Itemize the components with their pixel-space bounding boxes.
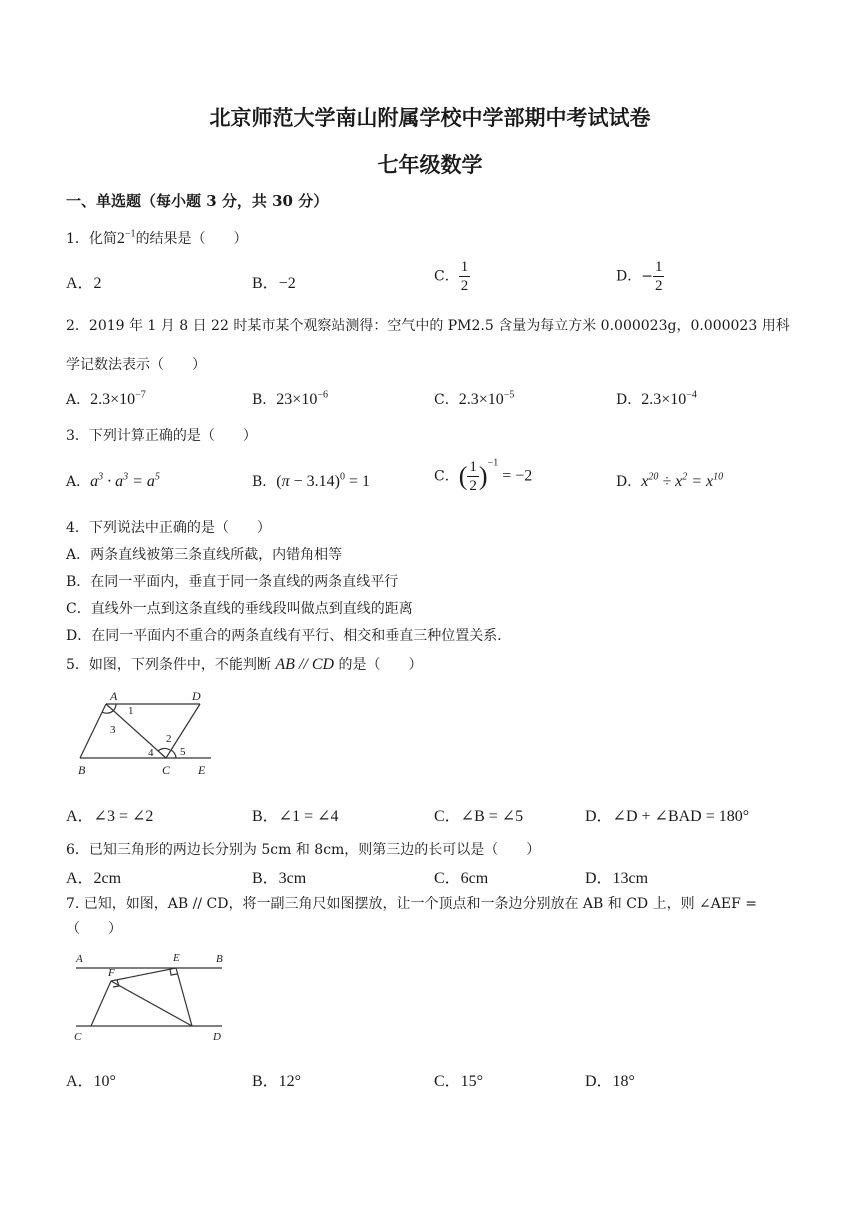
q3-option-d[interactable]: D．$x^{20} \div x^2 = x^{10}$: [616, 471, 724, 490]
q4-option-c[interactable]: C．直线外一点到这条直线的垂线段叫做点到直线的距离: [66, 601, 413, 617]
angle-3-arc: [102, 711, 113, 713]
figure-q5-parallelogram: [66, 688, 226, 780]
label-b: B: [216, 953, 223, 965]
q2-option-d[interactable]: D．$2.3\times 10^{-4}$: [616, 389, 697, 408]
label-c: C: [162, 763, 171, 777]
q2-option-b[interactable]: B．$23\times 10^{-6}$: [252, 389, 328, 408]
page-subtitle: 七年级数学: [377, 152, 483, 177]
q3-option-a[interactable]: A．$a^3 \cdot a^3 = a^5$: [66, 471, 160, 490]
angle-1-arc: [113, 704, 116, 711]
q3-option-c[interactable]: C．( $\frac{1}{2}$ )$^{-1}$ = −2: [434, 458, 533, 494]
label-d: D: [213, 1031, 221, 1043]
label-e: E: [198, 763, 206, 777]
label-e: E: [173, 952, 180, 964]
line-fc: [91, 981, 111, 1026]
label-angle-4: 4: [148, 747, 154, 759]
q7-option-b[interactable]: B．12°: [252, 1073, 302, 1090]
q7-option-c[interactable]: C．15°: [434, 1073, 484, 1090]
line-fe: [111, 968, 176, 981]
label-d: D: [192, 689, 201, 703]
label-angle-2: 2: [166, 733, 172, 745]
question-1-stem: 1．化简$2^{-1}$的结果是（ ）: [66, 228, 248, 247]
q4-option-d[interactable]: D．在同一平面内不重合的两条直线有平行、相交和垂直三种位置关系．: [66, 628, 512, 644]
q7-option-d[interactable]: D．18°: [585, 1073, 635, 1090]
line-ed: [176, 968, 192, 1026]
question-6-stem: 6．已知三角形的两边长分别为 5cm 和 8cm，则第三边的长可以是（ ）: [66, 842, 541, 858]
page-title: 北京师范大学南山附属学校中学部期中考试试卷: [209, 105, 651, 130]
angle-5-arc: [171, 750, 176, 758]
q6-option-b[interactable]: B．3cm: [252, 870, 307, 887]
angle-4-arc: [158, 748, 170, 751]
q4-option-b[interactable]: B．在同一平面内，垂直于同一条直线的两条直线平行: [66, 574, 399, 590]
q3-option-b[interactable]: B．$(\pi - 3.14)^0 = 1$: [252, 471, 371, 490]
q1-option-d[interactable]: D．− $\frac{1}{2}$: [616, 259, 663, 294]
label-a: A: [76, 953, 83, 965]
label-angle-5: 5: [180, 746, 186, 758]
label-b: B: [78, 763, 86, 777]
label-c: C: [74, 1031, 82, 1043]
q5-option-d[interactable]: D．∠D + ∠BAD = 180°: [585, 808, 750, 825]
q6-option-c[interactable]: C．6cm: [434, 870, 489, 887]
q2-option-c[interactable]: C．$2.3\times 10^{-5}$: [434, 389, 515, 408]
section-heading: 一、单选题（每小题 3 分，共 30 分）: [66, 192, 329, 210]
q7-option-a[interactable]: A．10°: [66, 1073, 116, 1090]
question-3-stem: 3．下列计算正确的是（ ）: [66, 428, 257, 444]
label-f: F: [108, 967, 115, 979]
question-7-line1: 7. 已知，如图，AB // CD，将一副三角尺如图摆放，让一个顶点和一条边分别放在 AB 和 CD 上，则 ∠AEF =: [66, 896, 758, 912]
q5-option-c[interactable]: C．∠B = ∠5: [434, 808, 524, 825]
label-angle-1: 1: [128, 705, 134, 717]
label-angle-3: 3: [110, 724, 116, 736]
q6-option-d[interactable]: D．13cm: [585, 870, 649, 887]
question-4-stem: 4．下列说法中正确的是（ ）: [66, 520, 271, 536]
label-a: A: [110, 689, 118, 703]
question-2-line2: 学记数法表示（ ）: [66, 357, 206, 373]
q5-option-a[interactable]: A．∠3 = ∠2: [66, 808, 154, 825]
line-fd: [111, 981, 192, 1026]
q1-option-c[interactable]: C． $\frac{1}{2}$: [434, 259, 469, 294]
q4-option-a[interactable]: A．两条直线被第三条直线所截，内错角相等: [66, 547, 343, 563]
q2-option-a[interactable]: A．$2.3\times 10^{-7}$: [66, 389, 146, 408]
figure-q7-triangles: [66, 948, 232, 1046]
question-5-stem: 5．如图，下列条件中，不能判断 AB // CD 的是（ ）: [66, 656, 423, 673]
q1-option-b[interactable]: B．−2: [252, 275, 296, 292]
question-2-line1: 2．2019 年 1 月 8 日 22 时某市某个观察站测得：空气中的 PM2.5 含量为每立方米 0.000023g，0.000023 用科: [66, 318, 790, 334]
q1-option-a[interactable]: A．2: [66, 275, 102, 292]
q5-option-b[interactable]: B．∠1 = ∠4: [252, 808, 339, 825]
q6-option-a[interactable]: A．2cm: [66, 870, 122, 887]
question-7-line2: （ ）: [66, 921, 122, 937]
